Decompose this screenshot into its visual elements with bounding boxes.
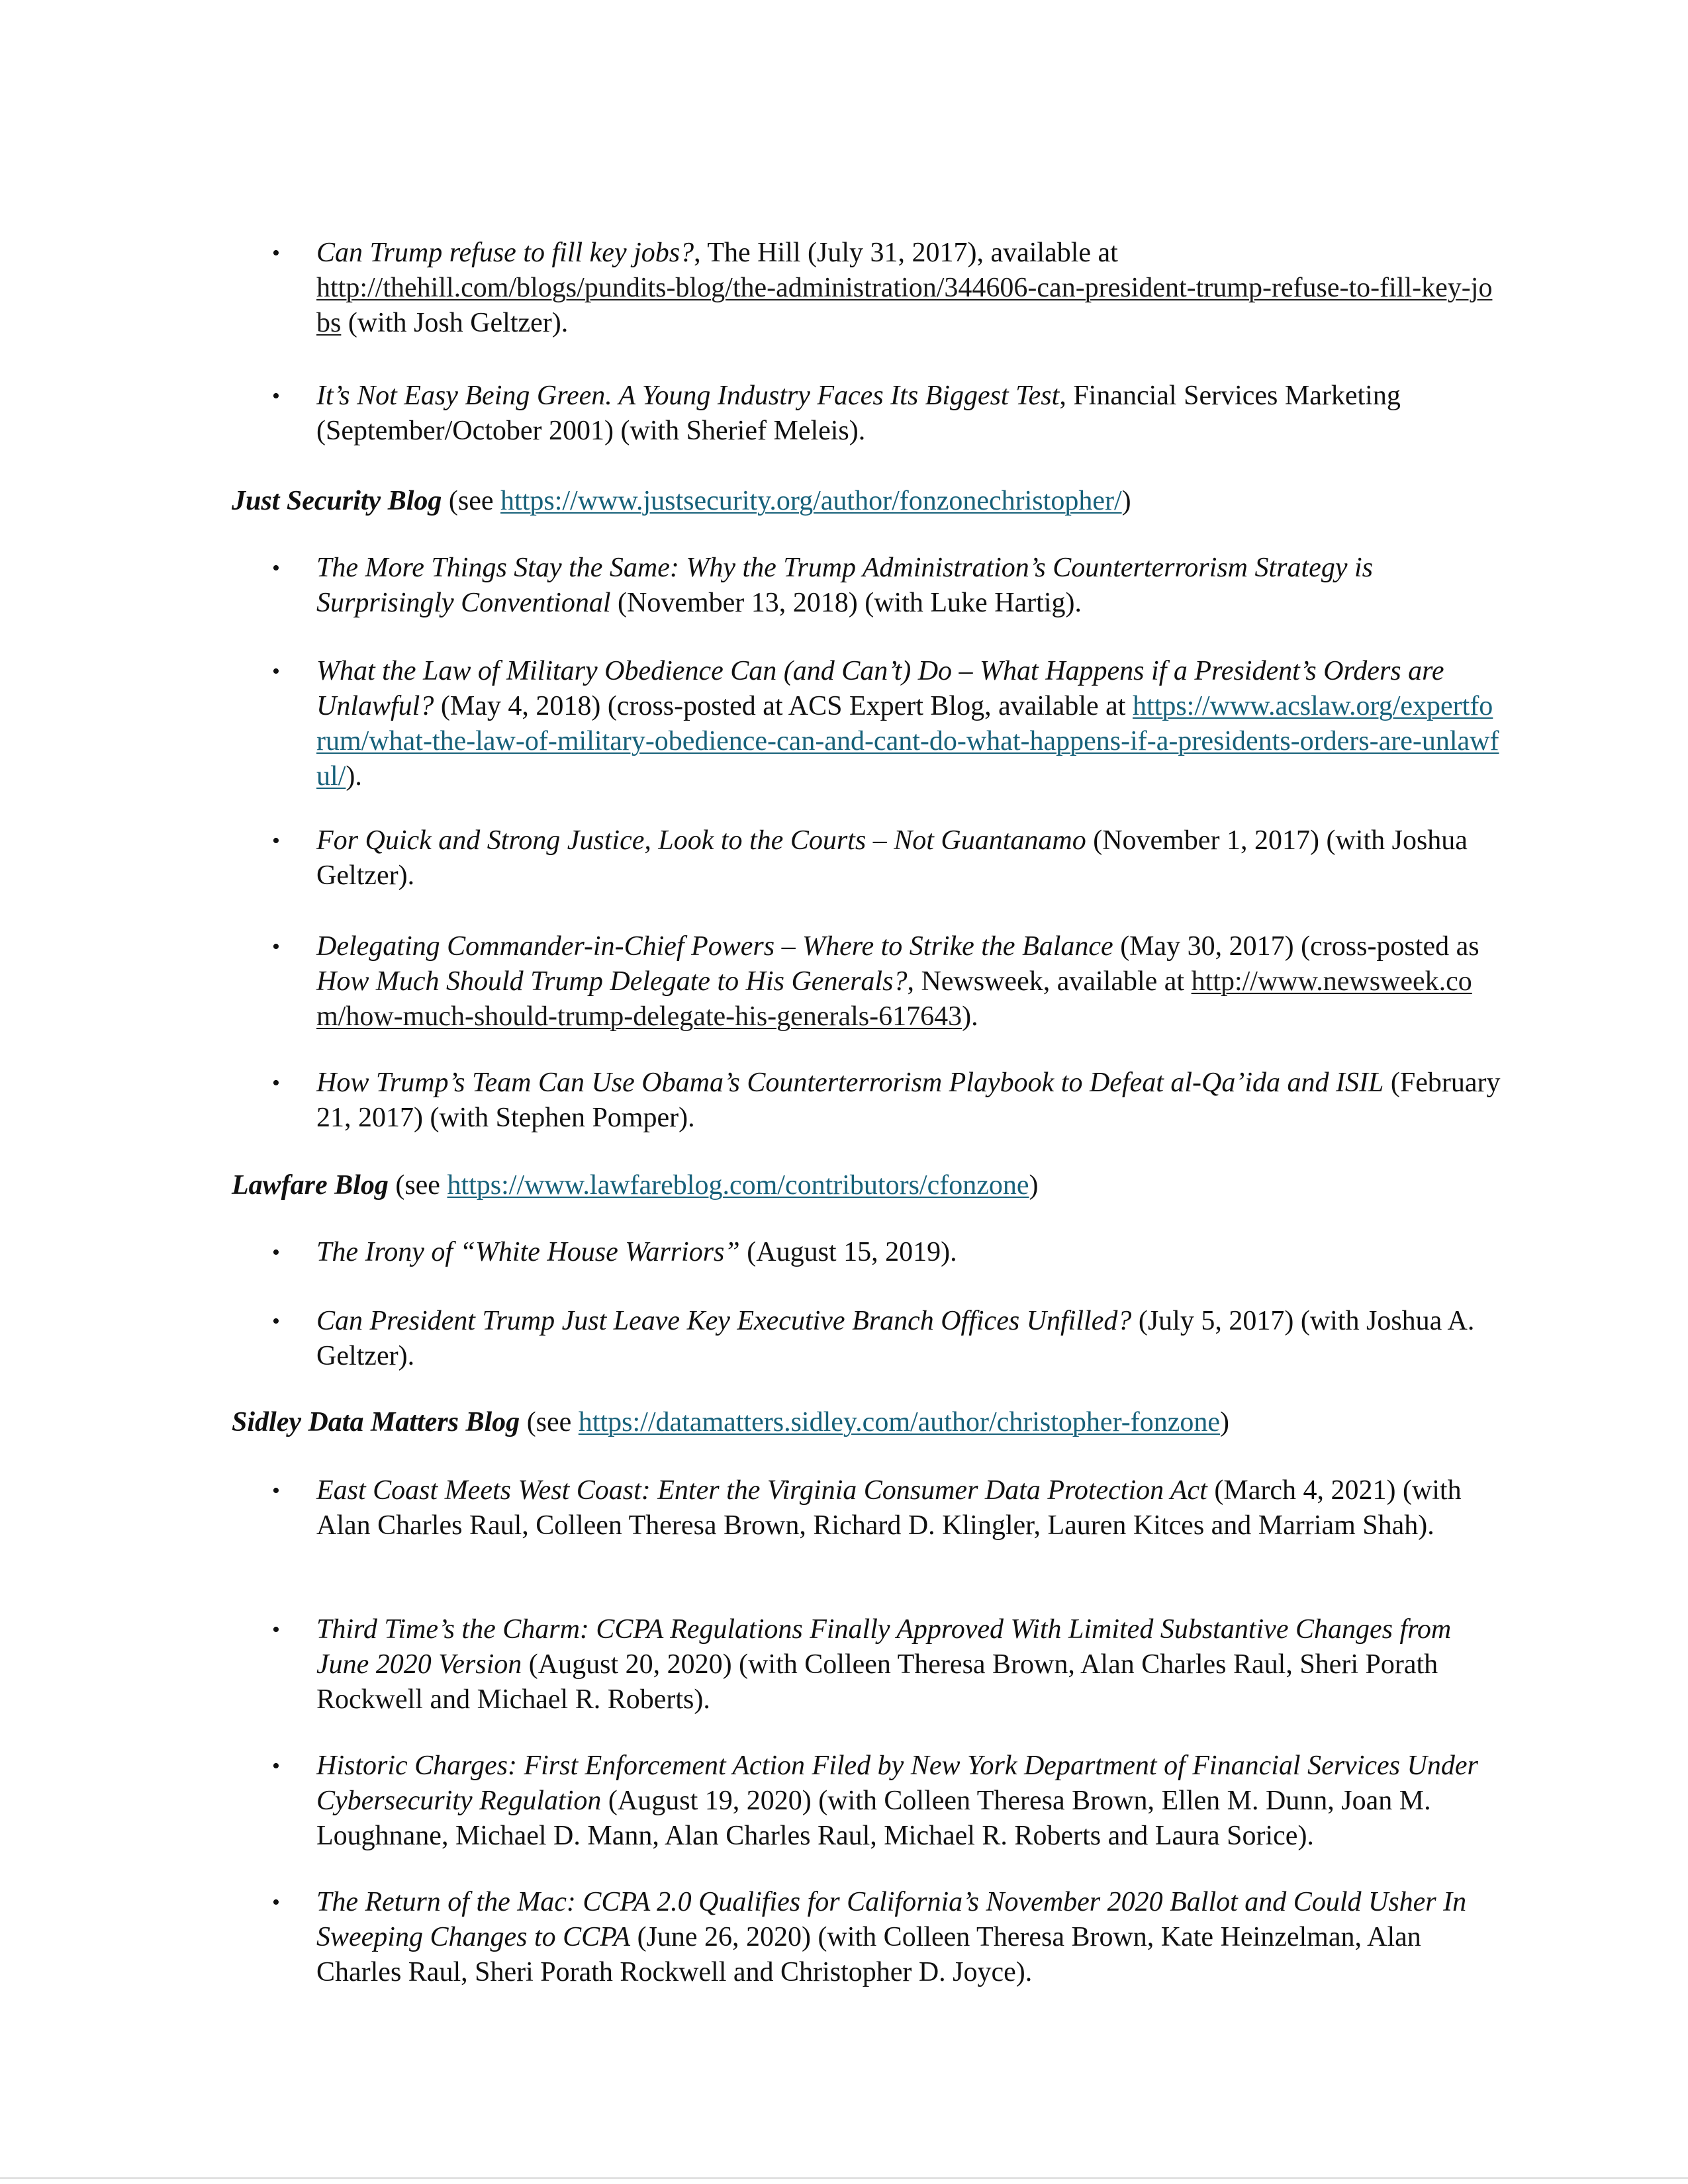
section-title: Lawfare Blog <box>232 1170 389 1201</box>
article-citation-end: ). <box>346 761 362 792</box>
list-item <box>272 1612 1501 1717</box>
list-item <box>272 1749 1501 1854</box>
bullet-icon: • <box>272 829 280 853</box>
section-link[interactable]: https://www.justsecurity.org/author/fonzonechristopher/ <box>500 486 1122 516</box>
article-title: Can Trump refuse to fill key jobs? <box>316 238 694 268</box>
article-link[interactable]: https://www.acslaw.org/expertforum/what-the-law-of-military-obedience-can-and-cant-do-what-happens-if-a-presidents-orders-are-unlawful/ <box>316 691 1499 792</box>
list-item <box>272 1066 1501 1136</box>
article-title: How Trump’s Team Can Use Obama’s Counterterrorism Playbook to Defeat al-Qa’ida and ISIL <box>316 1068 1384 1098</box>
article-title: Historic Charges: First Enforcement Action Filed by New York Department of Financial Services Under Cybersecurity Regulation <box>316 1751 1478 1816</box>
section-title: Just Security Blog <box>232 486 442 516</box>
article-title: East Coast Meets West Coast: Enter the Virginia Consumer Data Protection Act <box>316 1475 1207 1506</box>
section-close: ) <box>1121 486 1131 516</box>
section-close: ) <box>1219 1407 1229 1437</box>
article-citation: , The Hill (July 31, 2017), available at <box>694 238 1118 268</box>
list-item <box>272 1473 1501 1543</box>
article-citation: (August 15, 2019). <box>739 1237 957 1267</box>
section-heading-sidley <box>232 1404 1229 1440</box>
bullet-icon: • <box>272 934 280 959</box>
article-title: Delegating Commander-in-Chief Powers – Where to Strike the Balance <box>316 931 1113 962</box>
page-bottom-edge <box>0 2177 1688 2179</box>
article-citation: (June 26, 2020) (with Colleen Theresa Brown, Kate Heinzelman, Alan Charles Raul, Sheri Porath Rockwell and Christopher D. Joyce). <box>316 1922 1421 1987</box>
article-title: The Return of the Mac: CCPA 2.0 Qualifies for California’s November 2020 Ballot and Could Usher In Sweeping Changes to CCPA <box>316 1887 1467 1952</box>
article-citation-end: (with Josh Geltzer). <box>341 308 569 338</box>
list-item <box>272 1235 1501 1270</box>
bullet-icon: • <box>272 1890 280 1915</box>
bullet-icon: • <box>272 1479 280 1503</box>
bullet-icon: • <box>272 659 280 684</box>
article-citation: (May 4, 2018) (cross-posted at ACS Expert Blog, available at <box>434 691 1133 721</box>
section-link[interactable]: https://www.lawfareblog.com/contributors/cfonzone <box>447 1170 1029 1201</box>
section-title: Sidley Data Matters Blog <box>232 1407 520 1437</box>
list-item <box>272 1885 1501 1990</box>
article-citation-mid: , Newsweek, available at <box>907 966 1192 997</box>
section-see: (see <box>520 1407 579 1437</box>
list-item <box>272 823 1501 893</box>
article-title: The Irony of “White House Warriors” <box>316 1237 740 1267</box>
article-title-secondary: How Much Should Trump Delegate to His Generals? <box>316 966 908 997</box>
article-citation: , Financial Services Marketing (September/October 2001) (with Sherief Meleis). <box>316 381 1401 446</box>
list-item <box>272 551 1501 621</box>
section-see: (see <box>388 1170 447 1201</box>
section-see: (see <box>442 486 501 516</box>
article-citation: (November 13, 2018) (with Luke Hartig). <box>610 588 1082 618</box>
article-title: For Quick and Strong Justice, Look to the Courts – Not Guantanamo <box>316 825 1086 856</box>
bullet-icon: • <box>272 1309 280 1334</box>
bullet-icon: • <box>272 1617 280 1642</box>
list-item <box>272 379 1501 449</box>
list-item <box>272 1304 1501 1374</box>
section-heading-lawfare <box>232 1167 1039 1203</box>
article-citation-end: ). <box>962 1001 978 1032</box>
article-citation: (August 20, 2020) (with Colleen Theresa Brown, Alan Charles Raul, Sheri Porath Rockwell and Michael R. Roberts). <box>316 1649 1438 1715</box>
list-item <box>272 654 1501 794</box>
bullet-icon: • <box>272 1754 280 1778</box>
bullet-icon: • <box>272 1071 280 1095</box>
section-close: ) <box>1029 1170 1039 1201</box>
list-item <box>272 236 1501 341</box>
bullet-icon: • <box>272 1240 280 1265</box>
article-citation: (July 5, 2017) (with Joshua A. Geltzer). <box>316 1306 1475 1371</box>
article-link[interactable]: http://www.newsweek.com/how-much-should-trump-delegate-his-generals-617643 <box>316 966 1472 1032</box>
article-title: The More Things Stay the Same: Why the Trump Administration’s Counterterrorism Strategy is Surprisingly Conventional <box>316 553 1373 618</box>
article-title: It’s Not Easy Being Green. A Young Industry Faces Its Biggest Test <box>316 381 1060 411</box>
bullet-icon: • <box>272 241 280 265</box>
article-citation: (March 4, 2021) (with Alan Charles Raul, Colleen Theresa Brown, Richard D. Klingler, Lauren Kitces and Marriam Shah). <box>316 1475 1462 1541</box>
article-link[interactable]: http://thehill.com/blogs/pundits-blog/the-administration/344606-can-president-trump-refuse-to-fill-key-jobs <box>316 273 1493 338</box>
article-title: Third Time’s the Charm: CCPA Regulations Finally Approved With Limited Substantive Changes from June 2020 Version <box>316 1614 1452 1680</box>
list-item <box>272 929 1501 1034</box>
article-citation: (May 30, 2017) (cross-posted as <box>1113 931 1479 962</box>
article-citation: (November 1, 2017) (with Joshua Geltzer). <box>316 825 1468 891</box>
article-title: Can President Trump Just Leave Key Executive Branch Offices Unfilled? <box>316 1306 1132 1336</box>
bullet-icon: • <box>272 384 280 408</box>
article-title: What the Law of Military Obedience Can (and Can’t) Do – What Happens if a President’s Orders are Unlawful? <box>316 656 1444 721</box>
section-heading-just-security <box>232 483 1131 519</box>
article-citation: (August 19, 2020) (with Colleen Theresa Brown, Ellen M. Dunn, Joan M. Loughnane, Michael D. Mann, Alan Charles Raul, Michael R. Roberts and Laura Sorice). <box>316 1786 1431 1851</box>
section-link[interactable]: https://datamatters.sidley.com/author/christopher-fonzone <box>578 1407 1220 1437</box>
article-citation: (February 21, 2017) (with Stephen Pomper). <box>316 1068 1501 1133</box>
bullet-icon: • <box>272 556 280 580</box>
